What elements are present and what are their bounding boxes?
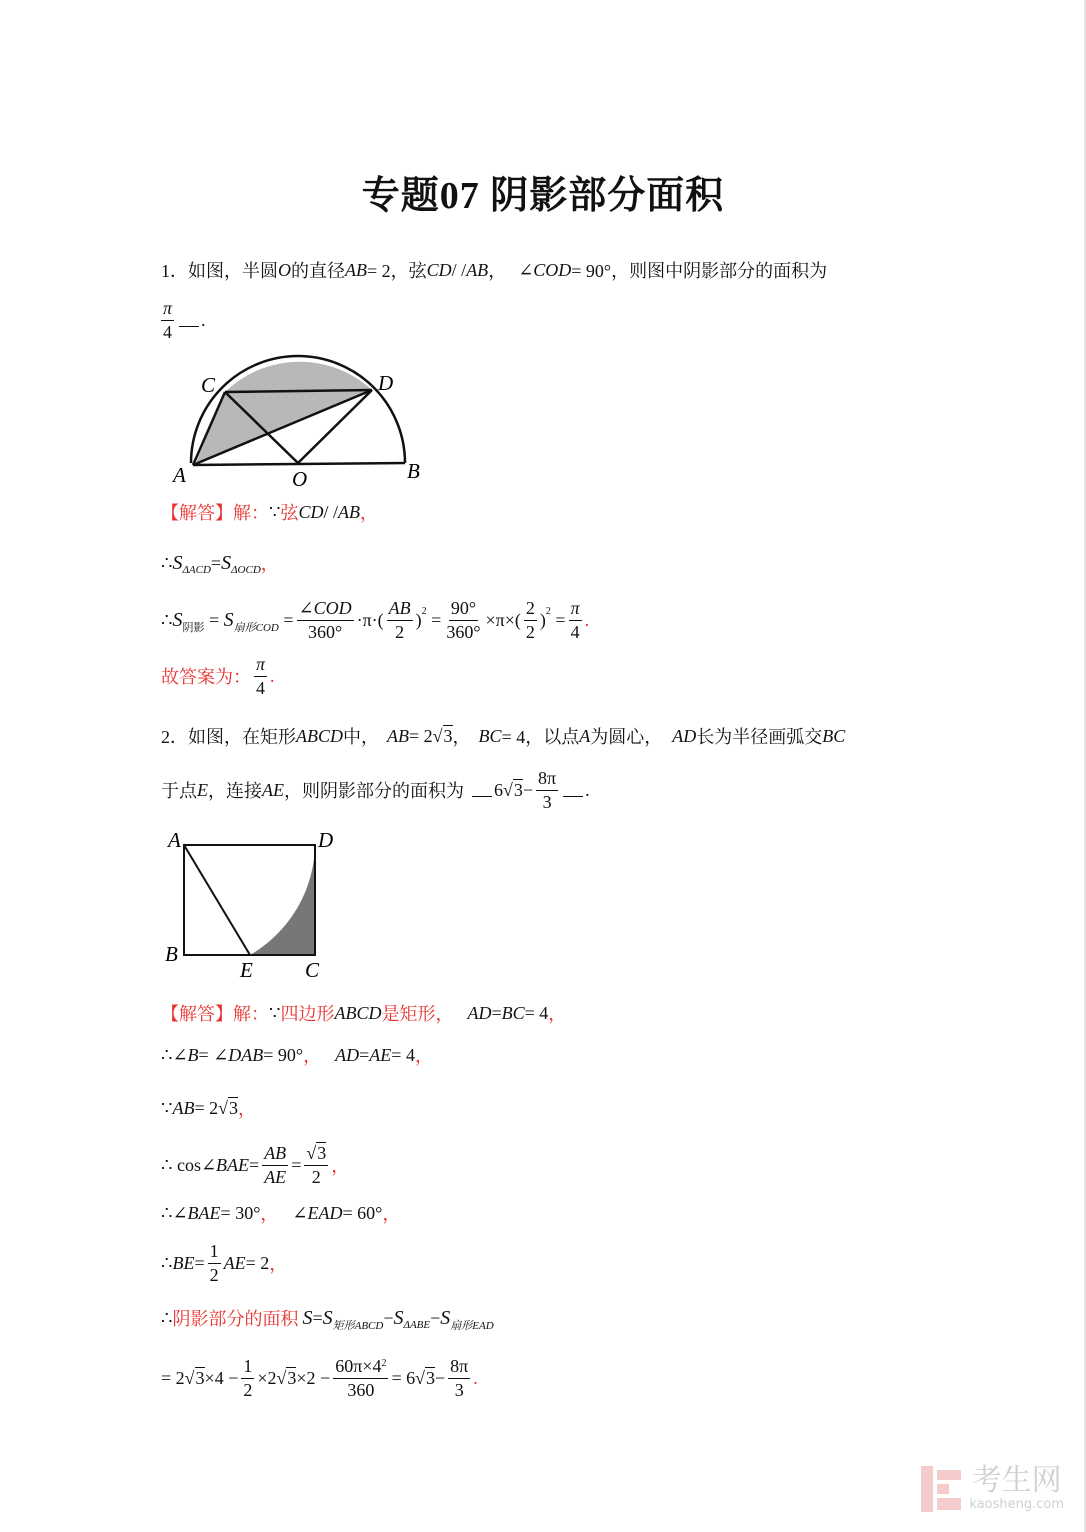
text: = <box>249 1154 260 1175</box>
math: AE <box>223 1252 246 1273</box>
text: 四边形 <box>280 1004 335 1024</box>
text: ， <box>260 554 279 574</box>
text: 阴影部分的面积 <box>172 1309 299 1329</box>
denominator: 3 <box>454 1379 464 1400</box>
math: S <box>302 1306 313 1329</box>
fraction <box>262 1142 288 1188</box>
math: AE <box>369 1044 392 1065</box>
text: ， <box>359 503 378 523</box>
solution-tag: 【解答】解： <box>161 1004 269 1024</box>
math: S <box>172 551 183 574</box>
text: ∠ <box>292 1202 308 1223</box>
text: 是矩形， <box>381 1004 454 1024</box>
label-b: B <box>407 459 420 483</box>
math: AB <box>466 259 489 280</box>
numerator: 2 <box>524 597 537 621</box>
numerator <box>333 1355 388 1379</box>
text: = <box>291 1154 302 1175</box>
figure-rectangle <box>160 825 345 990</box>
radicand: 3 <box>317 1143 327 1163</box>
fraction <box>208 1240 221 1286</box>
math: BAE <box>216 1154 250 1175</box>
fraction <box>241 1355 254 1401</box>
math: BC <box>478 725 502 746</box>
answer-blank <box>563 784 583 797</box>
math: S <box>223 608 234 631</box>
fraction <box>524 597 537 643</box>
therefore-symbol: ∴ <box>161 1307 173 1328</box>
denominator: 4 <box>570 621 580 642</box>
numerator: π <box>254 653 267 677</box>
radicand: 3 <box>195 1368 205 1388</box>
numerator: ∠COD <box>297 597 354 621</box>
text: 的直径 <box>291 261 345 281</box>
question-number: 1． <box>161 261 188 281</box>
denominator: 360° <box>307 621 343 642</box>
q2-solution-line8: = 2 √ 3 ×4 − $\frac{1}{2}$ ×2 √ 3 ×2 − $\frac{60\pi\times 4^2}{360}$ = 6 √ 3 − $\frac{8\pi}{3}$ . <box>161 1356 478 1400</box>
text: = 6 <box>391 1367 416 1388</box>
subscript: 扇形EAD <box>450 1320 494 1332</box>
text: ， <box>548 1004 567 1024</box>
text: 长为半径画弧交 <box>696 727 823 747</box>
label-d: D <box>378 371 394 395</box>
math: O <box>278 259 291 280</box>
text: ×π×( <box>485 609 521 630</box>
segment-ae <box>184 845 250 955</box>
text: ∴∠ <box>161 1044 188 1065</box>
math: BC <box>501 1002 525 1023</box>
text: ×4 − <box>204 1367 239 1388</box>
shaded-segment <box>225 362 372 392</box>
math: S <box>172 608 183 631</box>
text: 如图，半圆 <box>188 261 278 281</box>
text: . <box>584 609 590 630</box>
fraction <box>448 1355 470 1401</box>
because-symbol: ∵ <box>269 501 281 522</box>
watermark-text: 考生网 <box>971 1463 1062 1498</box>
math: ABCD <box>296 725 343 746</box>
page-title: 专题07 阴影部分面积 <box>361 175 725 217</box>
numerator: 90° <box>449 597 478 621</box>
text: ·π·( <box>356 609 384 630</box>
text: 为圆心， <box>590 727 663 747</box>
numerator: √3 <box>304 1142 328 1166</box>
math: BC <box>822 725 846 746</box>
math: AB <box>337 501 360 522</box>
math: AB <box>172 1097 195 1118</box>
denominator: 2 <box>209 1264 219 1285</box>
label-c: C <box>305 958 320 982</box>
denominator: 360 <box>347 1379 375 1400</box>
therefore-symbol: ∴ <box>161 552 173 573</box>
math: ∠COD <box>518 259 572 280</box>
shaded-region <box>250 845 315 955</box>
q1-final-answer <box>161 652 275 700</box>
text: − <box>435 1367 446 1388</box>
text: ， <box>382 1204 401 1224</box>
question-number: 2． <box>161 727 188 747</box>
numerator: 1 <box>208 1240 221 1264</box>
text: ， <box>269 1254 288 1274</box>
solution-tag: 【解答】解： <box>161 503 269 523</box>
text: ，则阴影部分的面积为 <box>284 781 464 801</box>
numerator: AB <box>387 597 413 621</box>
q1-solution-line1 <box>161 488 378 536</box>
text: ∴ cos∠ <box>161 1154 217 1175</box>
math: AD <box>467 1002 492 1023</box>
math: AE <box>262 779 284 800</box>
subscript: 阴影 <box>182 622 205 634</box>
fraction <box>333 1355 388 1401</box>
final-answer-label: 故答案为： <box>161 667 251 687</box>
numerator: AB <box>262 1142 288 1166</box>
math: S <box>393 1306 404 1329</box>
text: ， <box>452 727 471 747</box>
label-o: O <box>292 467 308 491</box>
label-a: A <box>173 463 186 487</box>
text: ， <box>238 1099 256 1119</box>
q2-solution-line3: ∵ AB = 2 √ 3 ， <box>161 1084 256 1132</box>
q2-solution-line4 <box>161 1141 349 1189</box>
math: 6 <box>494 779 503 800</box>
text: ×2 <box>257 1367 277 1388</box>
text: = 2 <box>245 1252 270 1273</box>
text: = ∠ <box>198 1044 229 1065</box>
subscript: ΔABE <box>403 1319 431 1331</box>
text: / / <box>323 501 338 522</box>
numerator: 8π <box>448 1355 470 1379</box>
text: = 30° <box>220 1202 261 1223</box>
text: ， <box>303 1046 322 1066</box>
denominator: 2 <box>525 621 535 642</box>
q2-stem-line1: 2． 如图，在矩形 ABCD 中， AB = 2 √ 3 ， BC = 4，以点 A 为圆心， AD 长为半径画弧交 BC <box>161 712 845 760</box>
math: AB <box>387 725 409 746</box>
text: = <box>194 1252 205 1273</box>
fraction <box>536 767 558 813</box>
math: ABCD <box>334 1002 382 1023</box>
text: ×2 − <box>296 1367 331 1388</box>
text: ) <box>539 609 546 630</box>
text: = 2 <box>409 725 433 746</box>
text: ， <box>414 1046 433 1066</box>
math: E <box>197 779 208 800</box>
text: 弦 <box>280 503 299 523</box>
radicand: 3 <box>426 1368 436 1388</box>
math: CD <box>298 501 324 522</box>
text: = 90° <box>263 1044 304 1065</box>
fraction <box>161 297 174 343</box>
math: B <box>187 1044 199 1065</box>
q2-solution-line2 <box>161 1031 433 1079</box>
math: S <box>322 1306 333 1329</box>
exponent: 2 <box>381 1358 387 1369</box>
text: ， <box>260 1204 279 1224</box>
text: . <box>473 1367 478 1388</box>
label-a: A <box>168 828 181 852</box>
denominator: 4 <box>256 677 266 698</box>
denominator: 3 <box>542 791 552 812</box>
exponent: 2 <box>421 605 427 617</box>
fraction <box>569 597 582 643</box>
math: S <box>221 551 232 574</box>
fraction <box>387 597 413 643</box>
label-e: E <box>240 958 253 982</box>
text: − <box>430 1307 441 1328</box>
math: S <box>440 1306 451 1329</box>
denominator: 2 <box>395 621 405 642</box>
math: A <box>579 725 591 746</box>
q1-stem <box>161 246 827 294</box>
text: = <box>312 1307 323 1328</box>
text: = 2，弦 <box>367 261 427 281</box>
fraction <box>297 597 354 643</box>
kaosheng-logo-icon <box>921 1466 963 1512</box>
text: ) <box>415 609 422 630</box>
text: 中， <box>343 727 379 747</box>
therefore-symbol: ∴ <box>161 1252 173 1273</box>
q1-solution-line3: ∴ S 阴影 = S 扇形COD = $\frac{\text{∠COD}}{360^\circ}$ ·π·( $\frac{AB}{2}$ ) 2 = $\frac{90^\circ}{360^\circ}$ ×π×( $\frac{2}{2}$ ) 2 = $\frac{\pi}{4}$ . <box>161 598 590 642</box>
fraction <box>304 1142 328 1188</box>
math: CD <box>426 259 452 280</box>
text: ，连接 <box>208 781 262 801</box>
text: = 2 <box>161 1367 185 1388</box>
text: = 4 <box>524 1002 549 1023</box>
subscript: 矩形ABCD <box>332 1320 384 1332</box>
answer-blank <box>472 784 492 797</box>
exponent: 2 <box>545 605 551 617</box>
subscript: ΔACD <box>182 564 211 576</box>
text: 于点 <box>161 781 197 801</box>
math: EAD <box>307 1202 343 1223</box>
text: − <box>383 1307 394 1328</box>
denominator: 2 <box>311 1166 321 1187</box>
math: AD <box>672 725 697 746</box>
text: 60π×4 <box>335 1356 382 1376</box>
math: AD <box>335 1044 360 1065</box>
radicand: 3 <box>287 1368 297 1388</box>
q2-stem-line2: 于点 E ，连接 AE ，则阴影部分的面积为 6 √ 3 − $\frac{8\pi}{3}$ . <box>161 768 590 812</box>
math: BE <box>172 1252 195 1273</box>
q2-solution-line6 <box>161 1239 287 1287</box>
radicand: 3 <box>229 1098 238 1118</box>
numerator: 8π <box>536 767 558 791</box>
text: / / <box>451 259 467 280</box>
text: ， <box>488 261 507 281</box>
subscript: 扇形COD <box>233 622 279 634</box>
text: . <box>270 665 275 686</box>
denominator: 4 <box>163 321 173 342</box>
answer-blank <box>179 314 199 327</box>
denominator: 2 <box>243 1379 253 1400</box>
radicand: 3 <box>443 726 453 746</box>
text: 如图，在矩形 <box>188 727 296 747</box>
denominator: 360° <box>446 621 481 642</box>
numerator: π <box>161 297 174 321</box>
watermark-logo <box>921 1465 1064 1512</box>
q2-solution-line5 <box>161 1189 400 1237</box>
radicand: 3 <box>513 780 523 800</box>
text: ， <box>331 1156 350 1176</box>
math: DAB <box>228 1044 264 1065</box>
text: − <box>522 779 534 800</box>
label-c: C <box>201 373 216 397</box>
math: BAE <box>187 1202 221 1223</box>
text: = 4 <box>391 1044 415 1065</box>
text: ∴∠ <box>161 1202 188 1223</box>
denominator: AE <box>264 1166 287 1187</box>
label-b: B <box>165 942 178 966</box>
q1-solution-line2 <box>161 539 279 587</box>
figure-semicircle <box>155 350 435 495</box>
q2-solution-line1 <box>161 989 566 1037</box>
text: = <box>359 1044 370 1065</box>
therefore-symbol: ∴ <box>161 609 173 630</box>
fraction <box>444 597 482 643</box>
because-symbol: ∵ <box>161 1097 173 1118</box>
fraction <box>254 653 267 699</box>
numerator: 1 <box>241 1355 254 1379</box>
math: AB <box>345 259 367 280</box>
watermark-url: kaosheng.com <box>969 1497 1064 1512</box>
label-d: D <box>318 828 334 852</box>
text: = <box>210 552 222 573</box>
text: = <box>491 1002 502 1023</box>
text: = 4，以点 <box>501 727 580 747</box>
numerator: π <box>569 597 582 621</box>
because-symbol: ∵ <box>269 1002 281 1023</box>
q1-answer: $\frac{\pi}{4}$ . <box>163 298 206 342</box>
subscript: ΔOCD <box>231 564 261 576</box>
q2-solution-line7 <box>161 1294 494 1342</box>
text: = 60° <box>342 1202 383 1223</box>
text: = 2 <box>194 1097 219 1118</box>
text: = 90°，则图中阴影部分的面积为 <box>571 261 828 281</box>
